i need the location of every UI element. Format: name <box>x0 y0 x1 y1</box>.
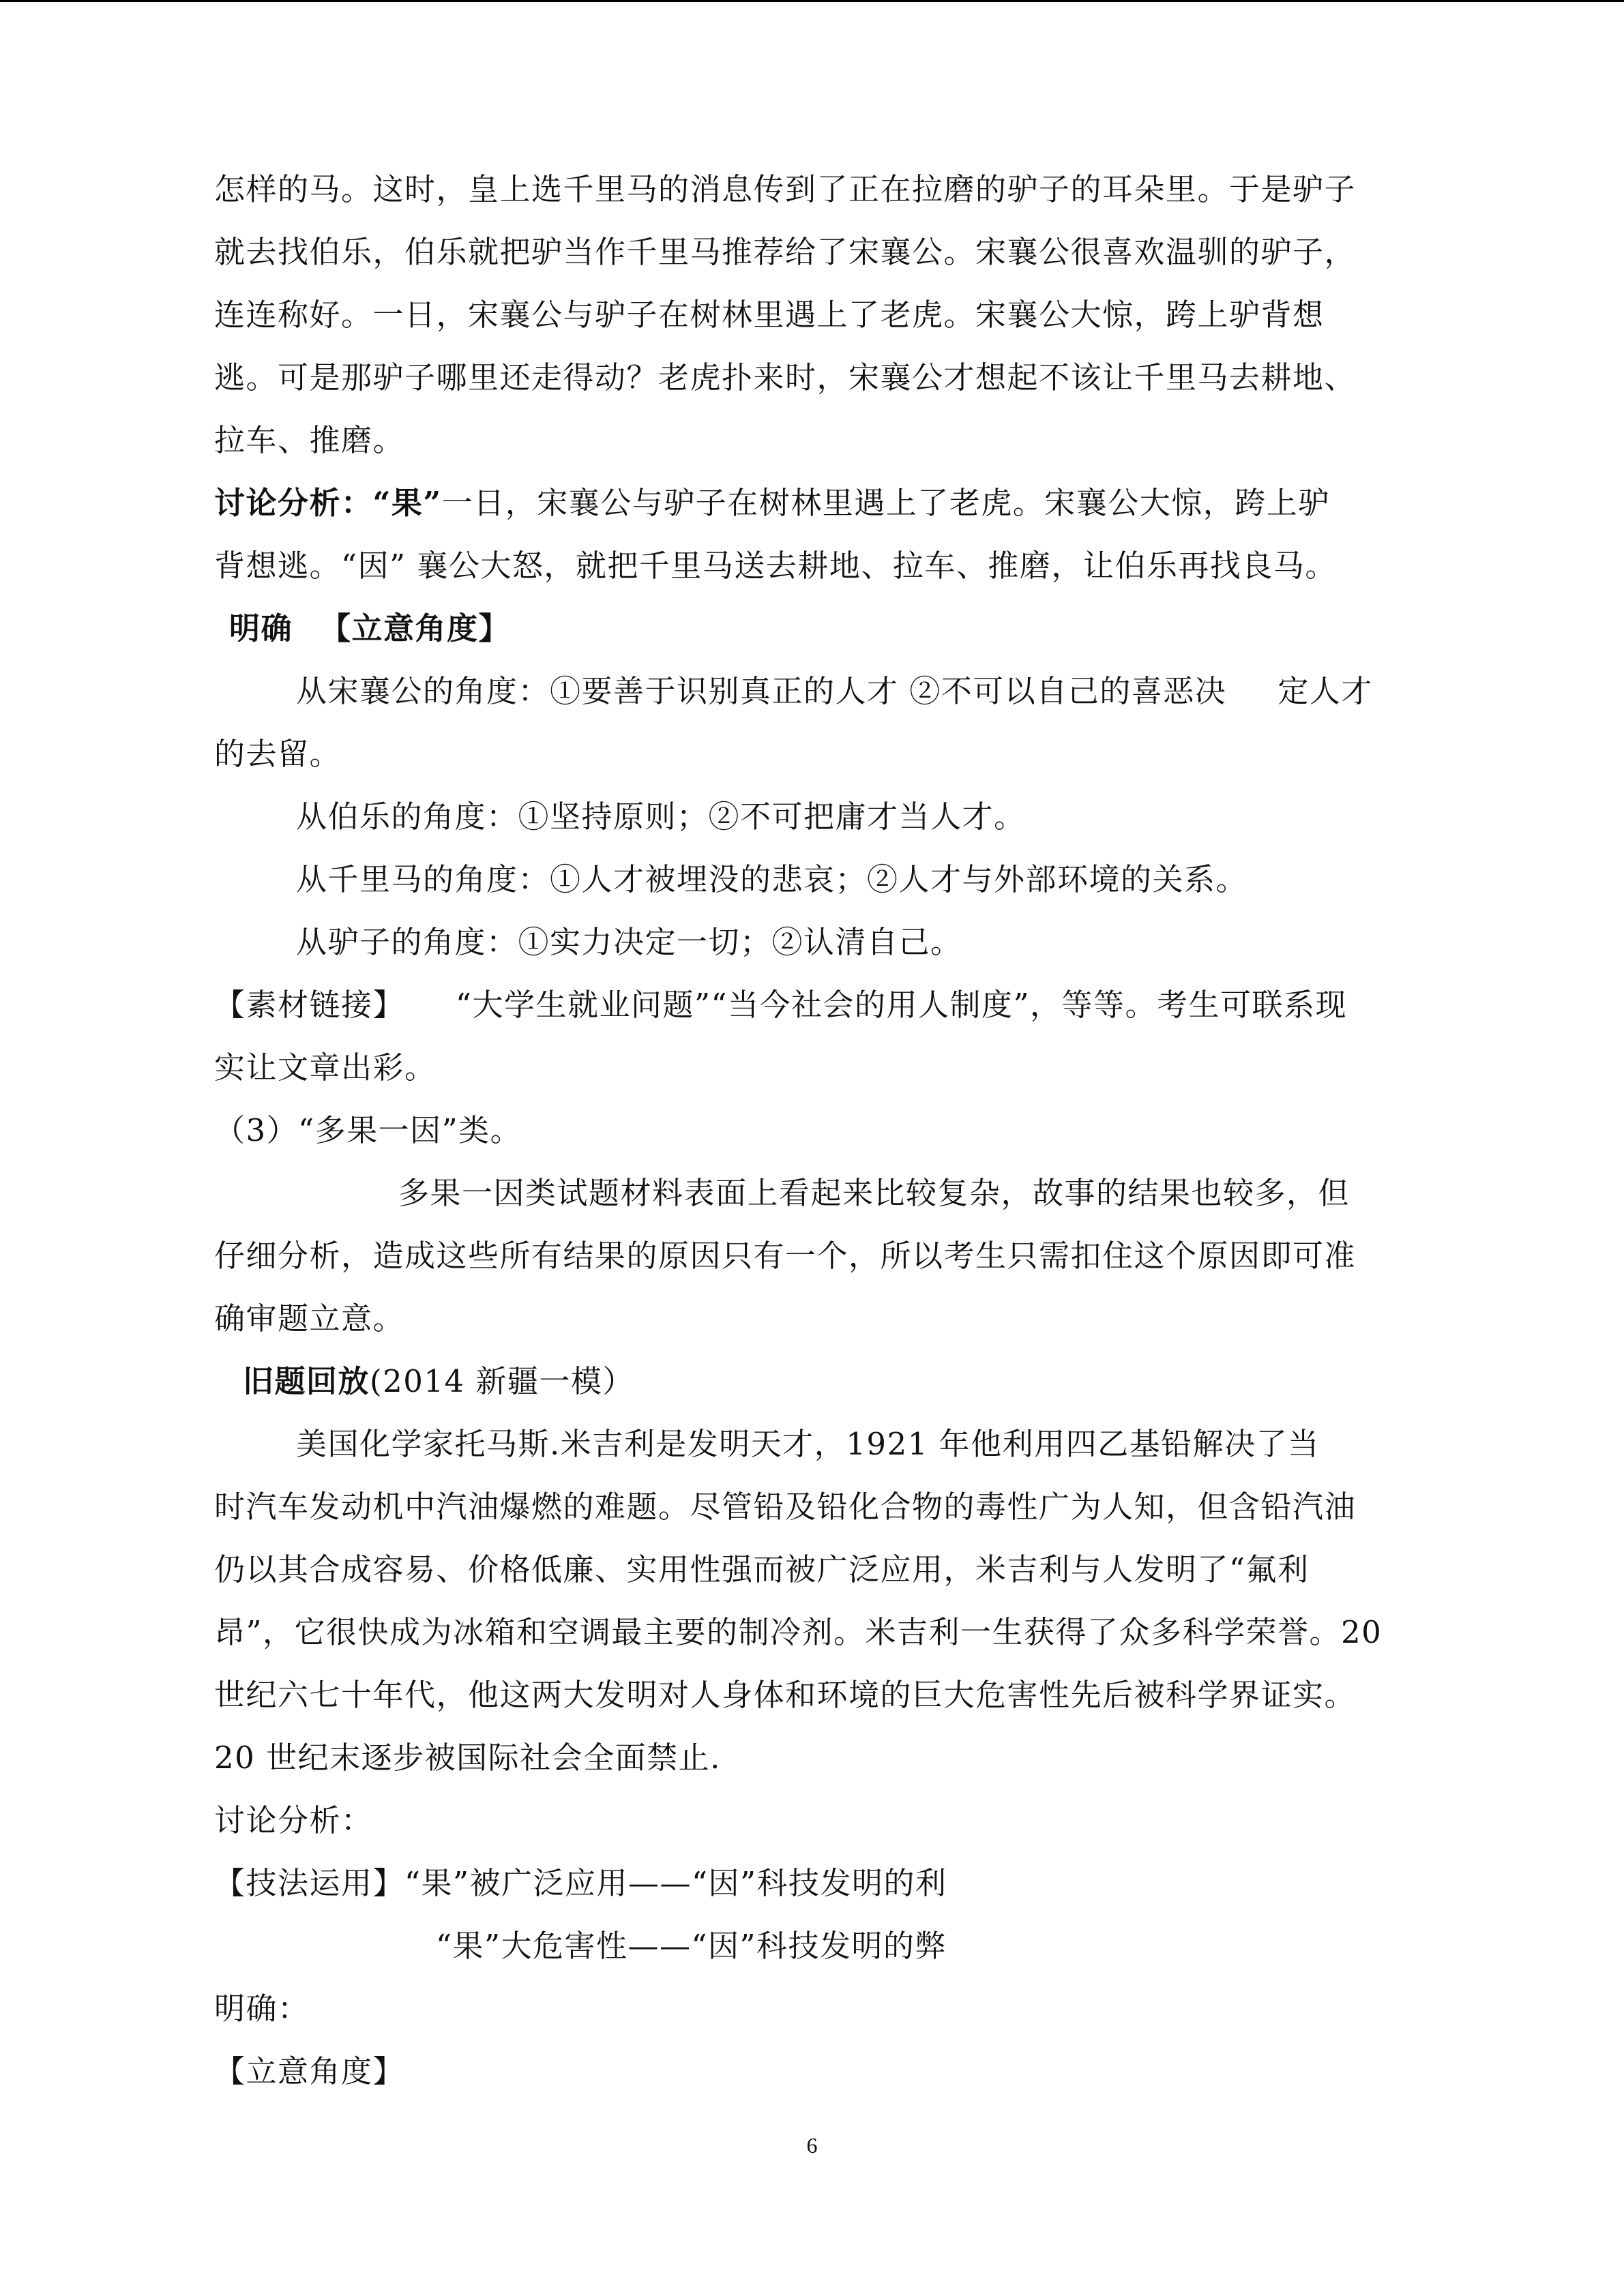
page-number: 6 <box>806 2133 818 2158</box>
discussion-2-label: 讨论分析： <box>214 1802 373 1838</box>
section-3-intro-1: 多果一因类试题材料表面上看起来比较复杂，故事的结果也较多，但 <box>398 1175 1350 1211</box>
body-line-4: 逃。可是那驴子哪里还走得动？老虎扑来时，宋襄公才想起不该让千里马去耕地、 <box>214 359 1357 396</box>
old-question-para-5: 世纪六七十年代，他这两大发明对人身体和环境的巨大危害性先后被科学界证实。 <box>214 1677 1357 1713</box>
old-question-para-2: 时汽车发动机中汽油爆燃的难题。尽管铅及铅化合物的毒性广为人知，但含铅汽油 <box>214 1489 1357 1525</box>
angle-songxianggong-text-b: 定人才 <box>1278 673 1373 709</box>
angle-songxianggong-text-a: 从宋襄公的角度：①要善于识别真正的人才 ②不可以自己的喜恶决 <box>296 673 1227 709</box>
old-question-para-6: 20 世纪末逐步被国际社会全面禁止. <box>214 1740 721 1776</box>
angle-songxianggong <box>214 660 1415 723</box>
old-question-para-1: 美国化学家托马斯.米吉利是发明天才，1921 年他利用四乙基铅解决了当 <box>296 1426 1320 1462</box>
angle-heading-2: 【立意角度】 <box>214 2053 405 2089</box>
old-question-source: (2014 新疆一模） <box>370 1363 634 1399</box>
document-body <box>214 158 1415 2103</box>
discussion-label: 讨论分析：“果” <box>214 485 442 521</box>
angle-heading: 【立意角度】 <box>320 610 511 646</box>
old-question-para-4: 昂”，它很快成为冰箱和空调最主要的制冷剂。米吉利一生获得了众多科学荣誉。20 <box>214 1614 1383 1650</box>
material-link-label: 【素材链接】 <box>214 987 405 1023</box>
angle-songxianggong-cont: 的去留。 <box>214 736 342 772</box>
technique-text-1: “果”被广泛应用——“因”科技发明的利 <box>404 1865 947 1901</box>
body-line-5: 拉车、推磨。 <box>214 422 405 458</box>
technique-line-1 <box>214 1852 1415 1915</box>
angle-bole: 从伯乐的角度：①坚持原则；②不可把庸才当人才。 <box>296 799 1026 835</box>
ming-que-label: 明确 <box>229 610 293 646</box>
angle-qianlima: 从千里马的角度：①人才被埋没的悲哀；②人才与外部环境的关系。 <box>296 861 1248 897</box>
ming-que-heading <box>214 597 1415 660</box>
old-question-para-3: 仍以其合成容易、价格低廉、实用性强而被广泛应用，米吉利与人发明了“氟利 <box>214 1551 1310 1587</box>
discussion-text-1: 一日，宋襄公与驴子在树林里遇上了老虎。宋襄公大惊，跨上驴 <box>441 485 1330 521</box>
body-line-3: 连连称好。一日，宋襄公与驴子在树林里遇上了老虎。宋襄公大惊，跨上驴背想 <box>214 297 1325 333</box>
old-question-heading <box>214 1350 1415 1413</box>
section-3-title: （3）“多果一因”类。 <box>214 1112 522 1148</box>
page-top-border <box>0 0 1624 2</box>
material-link-cont: 实让文章出彩。 <box>214 1049 437 1086</box>
section-3-intro-2: 仔细分析，造成这些所有结果的原因只有一个，所以考生只需扣住这个原因即可准 <box>214 1238 1357 1274</box>
old-question-label: 旧题回放 <box>243 1363 370 1399</box>
material-link-line <box>214 974 1415 1037</box>
body-line-1: 怎样的马。这时，皇上选千里马的消息传到了正在拉磨的驴子的耳朵里。于是驴子 <box>214 171 1357 207</box>
technique-line-2: “果”大危害性——“因”科技发明的弊 <box>436 1928 947 1964</box>
discussion-line-2: 背想逃。“因” 襄公大怒，就把千里马送去耕地、拉车、推磨，让伯乐再找良马。 <box>214 548 1337 584</box>
body-line-2: 就去找伯乐，伯乐就把驴当作千里马推荐给了宋襄公。宋襄公很喜欢温驯的驴子， <box>214 234 1357 270</box>
discussion-line-1 <box>214 472 1415 535</box>
ming-que-2: 明确： <box>214 1991 310 2027</box>
technique-label: 【技法运用】 <box>214 1865 405 1901</box>
section-3-intro-3: 确审题立意。 <box>214 1300 405 1337</box>
angle-lvzi: 从驴子的角度：①实力决定一切；②认清自己。 <box>296 924 962 960</box>
material-link-text: “大学生就业问题”“当今社会的用人制度”，等等。考生可联系现 <box>456 987 1348 1023</box>
